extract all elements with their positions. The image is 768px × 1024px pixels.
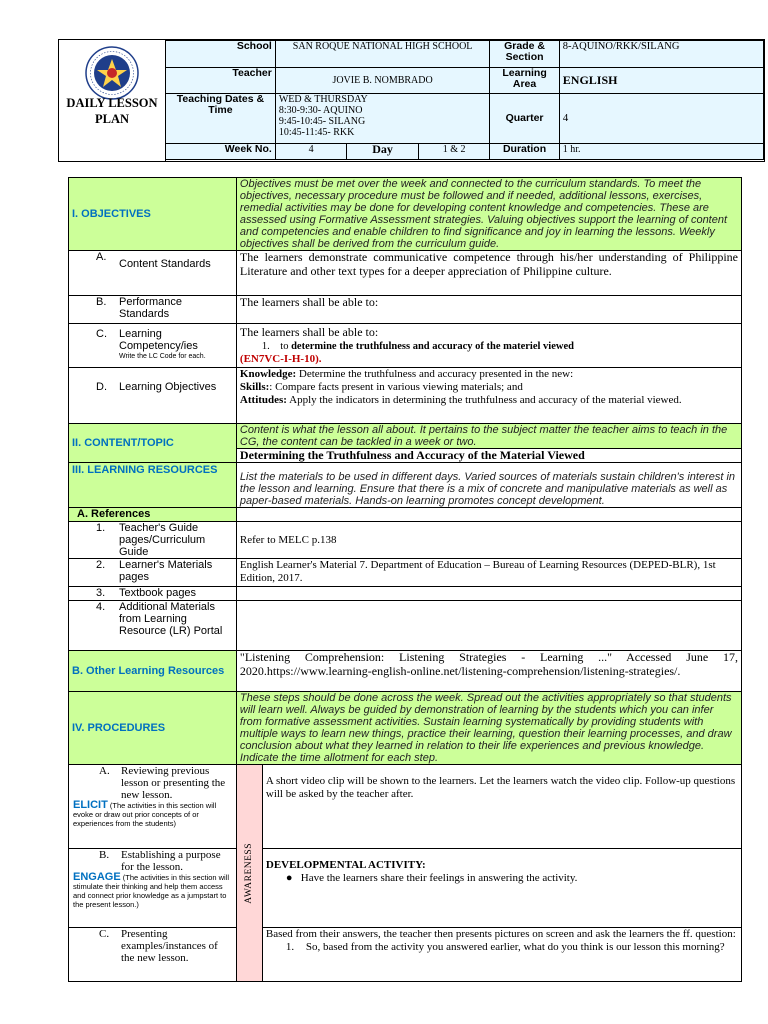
resource-3-text <box>236 587 741 601</box>
resource-1-text: Refer to MELC p.138 <box>236 522 741 559</box>
item-number: A. <box>99 765 110 777</box>
grade-label: Grade & Section <box>490 41 559 68</box>
question-number: 1. <box>285 941 295 953</box>
bullet-text: Have the learners share their feelings in answering the activity. <box>300 872 578 884</box>
procedure-c-question <box>266 941 738 954</box>
lesson-plan-header <box>58 39 765 162</box>
objectives-d-label <box>69 368 237 424</box>
objective-attitudes <box>240 394 738 407</box>
resource-1-label <box>69 522 237 559</box>
item-label: Teacher's Guide pages/Curriculum Guide <box>119 522 206 558</box>
other-resources-label: B. Other Learning Resources <box>69 651 237 692</box>
content-standards-text: The learners demonstrate communicative competence through his/her understanding of Philippine Literature and other text types for a deeper appreciation of Philippine culture. <box>236 251 741 296</box>
objective-skills <box>240 381 738 394</box>
elicit-text: (The activities in this section will evoke or draw out prior concepts of or experiences from the students) <box>73 801 217 828</box>
section-resources-heading: III. LEARNING RESOURCES <box>69 463 237 508</box>
dates-label: Teaching Dates & Time <box>166 94 276 144</box>
section-objectives-heading: I. OBJECTIVES <box>69 178 237 251</box>
knowledge-text: Determine the truthfulness and accuracy presented in the new: <box>296 368 574 380</box>
engage-note <box>69 873 233 909</box>
resource-2-label <box>69 559 237 587</box>
school-label: School <box>166 41 276 68</box>
references-heading: A. References <box>69 508 237 522</box>
item-number: B. <box>96 296 107 308</box>
item-number: C. <box>96 328 107 340</box>
quarter-value: 4 <box>559 94 763 144</box>
content-topic: Determining the Truthfulness and Accuracy of the Material Viewed <box>236 449 741 463</box>
objectives-a-label <box>69 251 237 296</box>
attitudes-text: Apply the indicators in determining the truthfulness and accuracy of the material viewed. <box>286 394 682 406</box>
elicit-keyword: ELICIT <box>73 799 108 811</box>
procedure-a-label <box>69 765 237 849</box>
duration-label: Duration <box>490 144 559 160</box>
item-label: Additional Materials from Learning Resource (LR) Portal <box>119 601 223 637</box>
bullet-icon: ● <box>285 872 293 884</box>
item-number: 3. <box>96 587 106 599</box>
item-number: 2. <box>96 559 106 571</box>
dates-line: 10:45-11:45- RKK <box>278 127 355 138</box>
question-text: So, based from the activity you answered earlier, what do you think is our lesson this morning? <box>305 941 725 953</box>
content-note: Content is what the lesson all about. It pertains to the subject matter the teacher aims to teach in the CG, the content can be tackled in a week or two. <box>236 424 741 449</box>
learning-objectives-cell <box>236 368 741 424</box>
area-label: Learning Area <box>490 68 559 94</box>
resource-2-text: English Learner's Material 7. Department of Education – Bureau of Learning Resources (DEPED-BLR), 1st Edition, 2017. <box>236 559 741 587</box>
item-label: Textbook pages <box>119 587 197 599</box>
item-label: Learning Objectives <box>119 381 217 393</box>
area-value: ENGLISH <box>559 68 763 94</box>
learning-competency-cell <box>236 324 741 368</box>
item-label: Establishing a purpose for the lesson. <box>121 849 221 873</box>
procedure-b-cell <box>262 849 741 928</box>
item-label: Reviewing previous lesson or presenting the new lesson. <box>121 765 226 801</box>
item-label: Learning Competency/ies <box>119 328 198 352</box>
school-value: SAN ROQUE NATIONAL HIGH SCHOOL <box>275 41 490 68</box>
item-label: Learner's Materials pages <box>119 559 213 583</box>
procedure-c-label <box>69 928 237 982</box>
objectives-c-label <box>69 324 237 368</box>
page-title: DAILY LESSON PLAN <box>66 96 158 126</box>
dates-line: WED & THURSDAY <box>278 94 368 105</box>
dates-line: 8:30-9:30- AQUINO <box>278 105 363 116</box>
header-title-cell <box>59 40 166 161</box>
item-number: 1. <box>96 522 106 534</box>
header-info-table <box>165 40 764 160</box>
performance-standards-text: The learners shall be able to: <box>236 296 741 324</box>
day-value: 1 & 2 <box>418 144 490 160</box>
engage-text: (The activities in this section will stimulate their thinking and help them access and connect prior knowledge as a jumpstart to the present lesson.) <box>73 873 230 909</box>
section-procedures-heading: IV. PROCEDURES <box>69 692 237 765</box>
skills-label: Skills: <box>239 381 270 393</box>
resource-4-label <box>69 601 237 651</box>
procedure-b-label <box>69 849 237 928</box>
item-number: D. <box>96 381 107 393</box>
objectives-note: Objectives must be met over the week and connected to the curriculum standards. To meet the objectives, necessary procedure must be followed and if needed, additional lessons, exercises, remedial activities may be done for developing content knowledge and competencies. These are assessed using Formative Assessment strategies. Valuing objectives support the learning of content and competencies and enable children to find significance and joy in learning the lessons. Weekly objectives shall be derived from the curriculum guide. <box>236 178 741 251</box>
item-sublabel: Write the LC Code for each. <box>119 353 206 360</box>
procedure-c-text: Based from their answers, the teacher then presents pictures on screen and ask the learners the ff. question: <box>265 928 736 940</box>
lesson-plan-table <box>68 177 742 982</box>
procedure-a-text: A short video clip will be shown to the learners. Let the learners watch the video clip. Follow-up questions will be asked by the teacher after. <box>262 765 741 849</box>
references-empty-cell <box>236 508 741 522</box>
grade-value: 8-AQUINO/RKK/SILANG <box>559 41 763 68</box>
item-number: C. <box>99 928 110 940</box>
engage-keyword: ENGAGE <box>73 871 121 883</box>
procedures-note: These steps should be done across the week. Spread out the activities appropriately so that students will learn well. Always be guided by demonstration of learning by the students which you can infer from formative assessment activities. Sustain learning systematically by providing students with multiple ways to learn new things, practice their learning, question their learning processes, and draw conclusion about what they learned in relation to their life experiences and previous knowledge. Indicate the time allotment for each step. <box>236 692 741 765</box>
procedure-c-cell <box>262 928 741 982</box>
duration-value: 1 hr. <box>559 144 763 160</box>
week-value: 4 <box>275 144 347 160</box>
resources-note: List the materials to be used in different days. Varied sources of materials sustain children's interest in the lesson and learning. Ensure that there is a mix of concrete and manipulative materials as well as paper-based materials. Hands-on learning promotes concept development. <box>236 463 741 508</box>
competency-number: 1. <box>261 340 270 352</box>
item-label: Presenting examples/instances of the new lesson. <box>121 928 218 964</box>
item-number: A. <box>96 251 107 263</box>
competency-text: determine the truthfulness and accuracy of the materiel viewed <box>291 340 574 352</box>
competency-item <box>240 340 738 354</box>
developmental-activity-heading: DEVELOPMENTAL ACTIVITY: <box>265 859 426 871</box>
item-number: B. <box>99 849 110 861</box>
objective-knowledge <box>240 368 738 381</box>
other-resources-text: "Listening Comprehension: Listening Strategies - Learning ..." Accessed June 17, 2020.https://www.learning-english-online.net/listening-comprehension/listening-strategies/. <box>236 651 741 692</box>
resource-3-label <box>69 587 237 601</box>
dates-value <box>275 94 490 144</box>
objectives-b-label <box>69 296 237 324</box>
awareness-phase-cell <box>236 765 262 982</box>
teacher-value: JOVIE B. NOMBRADO <box>275 68 490 94</box>
quarter-label: Quarter <box>490 94 559 144</box>
resource-4-text <box>236 601 741 651</box>
awareness-label: AWARENESS <box>244 842 255 904</box>
developmental-activity-bullet <box>266 872 738 885</box>
deped-seal-icon <box>85 46 139 100</box>
item-label: Performance Standards <box>119 296 182 320</box>
skills-text: : Compare facts present in various viewing materials; and <box>269 381 523 393</box>
item-label: Content Standards <box>119 258 211 270</box>
elicit-note <box>69 801 233 828</box>
knowledge-label: Knowledge: <box>239 368 297 380</box>
competency-code: (EN7VC-I-H-10). <box>239 353 322 365</box>
dates-line: 9:45-10:45- SILANG <box>278 116 366 127</box>
competency-prefix: to <box>280 340 289 352</box>
week-label: Week No. <box>166 144 276 160</box>
section-content-heading: II. CONTENT/TOPIC <box>69 424 237 463</box>
attitudes-label: Attitudes: <box>239 394 287 406</box>
day-label: Day <box>347 144 419 160</box>
item-number: 4. <box>96 601 106 613</box>
competency-intro: The learners shall be able to: <box>239 325 379 339</box>
teacher-label: Teacher <box>166 68 276 94</box>
